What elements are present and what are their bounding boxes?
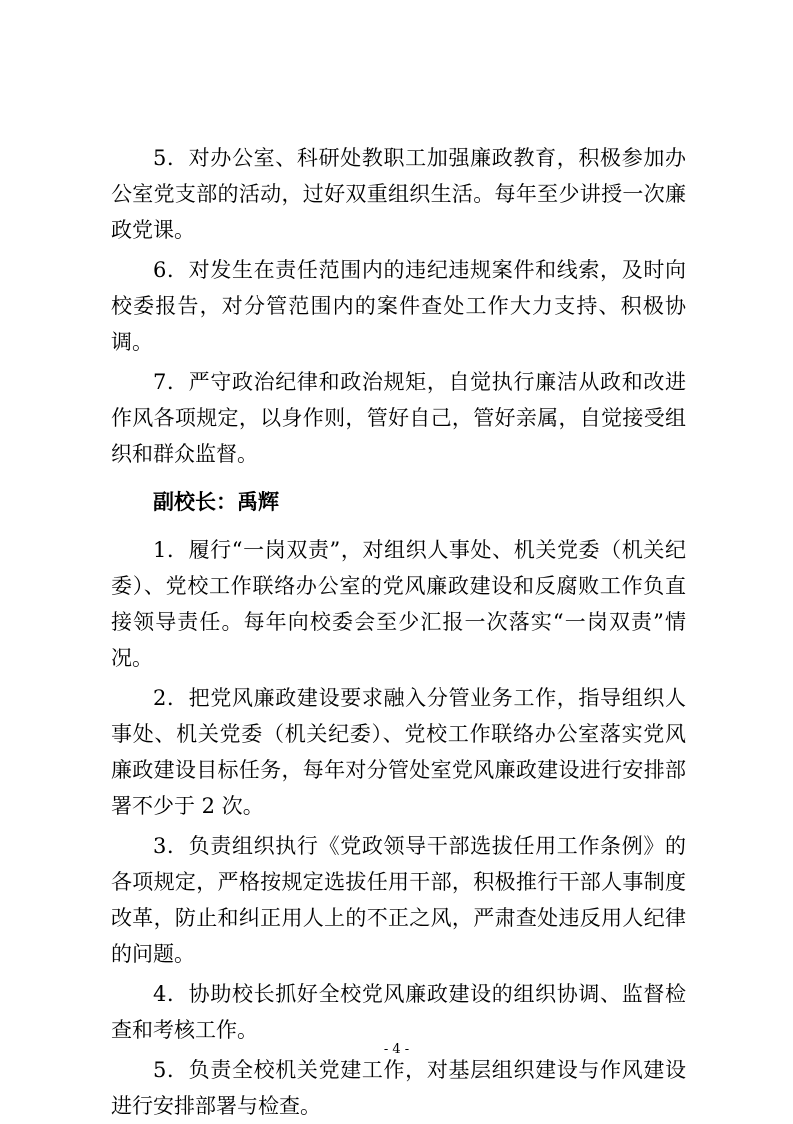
page-number: - 4 - [383,1042,410,1057]
paragraph-item-4-coordination: 4．协助校长抓好全校党风廉政建设的组织协调、监督检查和考核工作。 [111,982,686,1042]
section-heading-vice-president: 副校长：禹辉 [153,490,279,514]
paragraph-item-5-office: 5．对办公室、科研处教职工加强廉政教育，积极参加办公室党支部的活动，过好双重组织生活。每年至少讲授一次廉政党课。 [111,146,686,242]
paragraph-item-2-integration: 2．把党风廉政建设要求融入分管业务工作，指导组织人事处、机关党委（机关纪委）、党校工作联络办公室落实党风廉政建设目标任务，每年对分管处室党风廉政建设进行安排部署不少于 2 次。 [111,686,686,818]
paragraph-item-6-cases: 6．对发生在责任范围内的违纪违规案件和线索，及时向校委报告，对分管范围内的案件查处工作大力支持、积极协调。 [111,258,686,354]
paragraph-item-1-duty: 1．履行“一岗双责”，对组织人事处、机关党委（机关纪委）、党校工作联络办公室的党风廉政建设和反腐败工作负直接领导责任。每年向校委会至少汇报一次落实“一岗双责”情况。 [111,538,686,670]
document-body [111,140,686,1124]
paragraph-item-3-selection: 3．负责组织执行《党政领导干部选拔任用工作条例》的各项规定，严格按规定选拔任用干部，积极推行干部人事制度改革，防止和纠正用人上的不正之风，严肃查处违反用人纪律的问题。 [111,834,686,966]
paragraph-item-7-discipline: 7．严守政治纪律和政治规矩，自觉执行廉洁从政和改进作风各项规定，以身作则，管好自己，管好亲属，自觉接受组织和群众监督。 [111,370,686,466]
paragraph-item-5-party-building: 5．负责全校机关党建工作，对基层组织建设与作风建设进行安排部署与检查。 [111,1058,686,1118]
